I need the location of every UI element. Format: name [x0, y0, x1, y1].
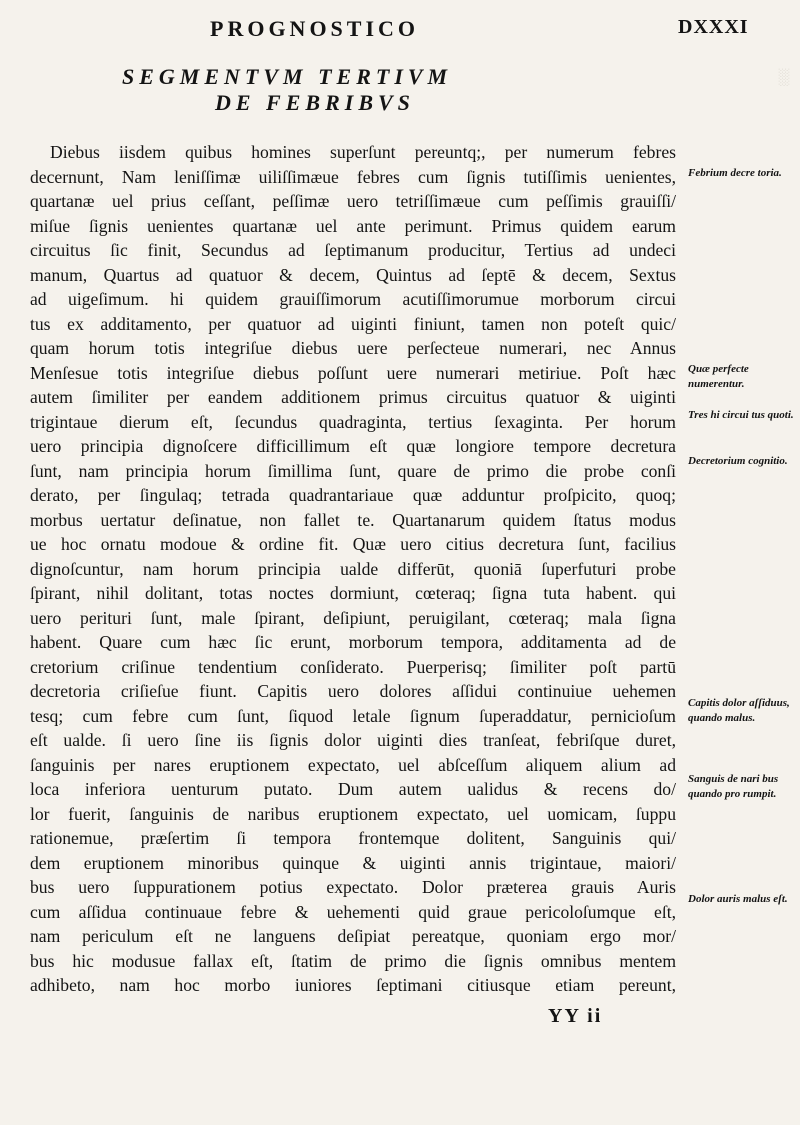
- text-line: lor fuerit, ſanguinis de naribus eruptionem expectato, uel uomicam, ſuppu: [30, 803, 676, 824]
- text-line: Menſesue totis integriſue diebus poſſunt uere numerari metiriue. Poſt hæc: [30, 362, 676, 383]
- section-subtitle: DE FEBRIBVS: [215, 90, 415, 115]
- text-line: dignoſcuntur, nam horum principia ualde differūt, quoniā ſuperfuturi probe: [30, 558, 676, 579]
- text-line: bus uero ſuppurationem potius expectato. Dolor præterea grauis Auris: [30, 877, 676, 897]
- bleed-through-top: ░: [778, 69, 790, 86]
- running-head: PROGNOSTICO: [210, 16, 420, 41]
- text-line: habent. Quare cum hæc ſic erunt, morborum tempora, additamenta ad de: [30, 632, 676, 652]
- text-line: cum aſſidua continuaue febre & uehementi quid graue pericoloſumque eſt,: [30, 901, 676, 922]
- text-line: circuitus ſic finit, Secundus ad ſeptimanum producitur, Tertius ad undeci: [30, 240, 676, 260]
- text-line: loca inferiora uenturum putato. Dum autem ualidus & recens do/: [30, 779, 676, 799]
- text-line: ſunt, nam principia horum ſimillima ſunt, quare de primo die probe conſi: [30, 460, 676, 481]
- text-line: dem eruptionem minoribus quinque & uiginti annis trigintaue, maiori/: [30, 852, 676, 873]
- text-line: ſanguinis per nares eruptionem expectato, uel abſceſſum aliquem alium ad: [30, 754, 676, 775]
- text-line: eſt ualde. ſi uero ſine iis ſignis dolor uiginti dies tranſeat, febriſque duret,: [30, 730, 676, 750]
- margin-note-capitis: Capitis dolor aſſiduus, quando malus.: [688, 697, 790, 724]
- text-line: adhibeto, nam hoc morbo iuniores ſeptimani citiusque etiam pereunt,: [30, 975, 676, 995]
- text-line: quartanæ uel prius ceſſant, peſſimæ uero tetriſſimæue cum peſſimis grauiſſi/: [30, 191, 676, 211]
- text-line: nam periculum eſt ne languens deſipiat pereatque, quoniam ergo mor/: [30, 926, 676, 946]
- text-line: decernunt, Nam leniſſimæ uiliſſimæue febres cum ſignis tutiſſimis uenientes,: [30, 166, 676, 187]
- text-line: uero perituri ſunt, male ſpirant, deſipiunt, peruigilant, cœteraq; mala ſigna: [30, 607, 676, 628]
- margin-note-perfecte: Quæ perfecte numerentur.: [688, 363, 749, 390]
- margin-note-auris: Dolor auris malus eſt.: [688, 893, 788, 905]
- text-line: ſpirant, nihil dolitant, totas noctes dormiunt, cœteraq; ſigna tuta habent. qui: [30, 583, 676, 603]
- text-line: ad uigeſimum. hi quidem grauiſſimorum acutiſſimorumue morborum circui: [30, 289, 676, 309]
- signature-mark: YY ii: [548, 1005, 603, 1027]
- margin-note-febrium: Febrium decre toria.: [688, 167, 782, 179]
- margin-note-sanguis: Sanguis de nari bus quando pro rumpit.: [688, 773, 779, 800]
- text-line: manum, Quartus ad quatuor & decem, Quintus ad ſeptē & decem, Sextus: [30, 264, 676, 285]
- text-line: ue hoc ornatu modoue & ordine fit. Quæ uero citius decretura ſunt, facilius: [30, 534, 676, 554]
- section-title: SEGMENTVM TERTIVM: [122, 64, 453, 89]
- margin-note-circuitus: Tres hi circui tus quoti.: [688, 409, 794, 421]
- text-line: derato, per ſingulaq; tetrada quadrantariaue quæ adduntur proſpicito, quoq;: [30, 485, 676, 505]
- text-line: decretoria criſieſue fiunt. Capitis uero dolores aſſidui continuiue uehemen: [30, 681, 676, 701]
- text-line: tesq; cum febre cum ſunt, ſiquod letale ſignum ſuperaddatur, pernicioſum: [30, 705, 676, 726]
- text-line: rationemue, præſertim ſi tempora frontemque dolitent, Sanguinis qui/: [30, 828, 676, 848]
- folio-number: DXXXI: [678, 16, 749, 38]
- body-text: [30, 140, 676, 998]
- text-line: miſue ſignis uenientes quartanæ uel ante perimunt. Primus quidem earum: [30, 215, 676, 236]
- text-line: cretorium criſinue tendentium conſiderato. Puerperisq; ſimiliter poſt partū: [30, 656, 676, 677]
- text-line: uero principia dignoſcere difficillimum eſt quæ longiore tempore decretura: [30, 436, 676, 456]
- text-line: bus hic modusue fallax eſt, ſtatim de primo die ſignis omnibus mentem: [30, 950, 676, 971]
- margin-note-decretorium: Decretorium cognitio.: [688, 455, 788, 467]
- text-line: morbus uertatur deſinatue, non fallet te. Quartanarum quidem ſtatus modus: [30, 509, 676, 530]
- text-line: tus ex additamento, per quatuor ad uiginti finiunt, tamen non poteſt quic/: [30, 313, 676, 334]
- text-line: trigintaue dierum eſt, ſecundus quadraginta, tertius ſexaginta. Per horum: [30, 411, 676, 432]
- text-line: autem ſimiliter per eandem additionem primus circuitus quatuor & uiginti: [30, 387, 676, 407]
- text-line: Diebus iisdem quibus homines superſunt pereuntq;, per numerum febres: [50, 142, 676, 162]
- text-line: quam horum totis integriſue diebus uere perſecteue numerari, nec Annus: [30, 338, 676, 358]
